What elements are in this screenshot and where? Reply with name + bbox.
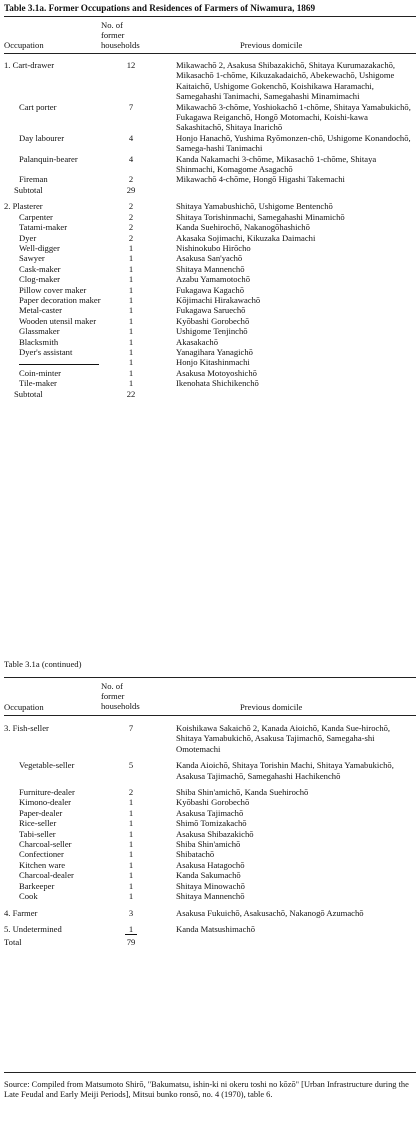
occupation-cell bbox=[4, 285, 112, 295]
continued-label: Table 3.1a (continued) bbox=[4, 659, 82, 669]
table-row bbox=[4, 902, 416, 918]
occupation-table-part-1 bbox=[4, 60, 416, 399]
occupation-cell bbox=[4, 389, 112, 399]
occupation-label: Furniture-dealer bbox=[19, 787, 75, 798]
households-value: 1 bbox=[128, 284, 134, 295]
households-cell bbox=[112, 723, 150, 754]
occupation-label: Paper-dealer bbox=[19, 807, 63, 818]
domicile-cell: Shitaya Yamabushichō, Ushigome Bentenchō bbox=[176, 201, 333, 212]
households-value: 7 bbox=[128, 101, 134, 112]
table-row bbox=[4, 870, 416, 880]
domicile-cell: Kyōbashi Gorobechō bbox=[176, 315, 250, 326]
table-row bbox=[4, 133, 416, 154]
domicile-cell: Koishikawa Sakaichō 2, Kanada Aioichō, Kanda Sue-hirochō, Shitaya Yamabukichō, Asakusa Tajimachō, Samegaha-shi Omotemachi bbox=[176, 723, 391, 754]
domicile-cell: Shitaya Torishinmachi, Samegahashi Minamichō bbox=[176, 211, 345, 222]
occupation-cell bbox=[4, 195, 112, 211]
occupation-label: 4. Farmer bbox=[4, 907, 38, 918]
occupation-label: Metal-caster bbox=[19, 305, 62, 316]
occupation-label: Vegetable-seller bbox=[19, 760, 75, 771]
occupation-table-part-2 bbox=[4, 723, 416, 948]
occupation-cell bbox=[4, 274, 112, 284]
occupation-cell bbox=[4, 60, 112, 102]
table-row bbox=[4, 102, 416, 133]
domicile-cell: Shiba Shin'amichō, Kanda Suehirochō bbox=[176, 787, 309, 798]
table-row bbox=[4, 754, 416, 781]
households-value: 1 bbox=[128, 807, 134, 818]
table-row bbox=[4, 195, 416, 211]
households-cell bbox=[112, 212, 150, 222]
households-cell bbox=[112, 185, 150, 195]
domicile-cell: Mikawachō 4-chōme, Hongō Higashi Takemachi bbox=[176, 174, 345, 185]
households-value: 1 bbox=[128, 274, 134, 285]
households-value: 1 bbox=[128, 367, 134, 378]
households-cell bbox=[112, 316, 150, 326]
table-row bbox=[4, 389, 416, 399]
households-value: 1 bbox=[128, 242, 134, 253]
households-cell bbox=[112, 337, 150, 347]
occupation-label: Day labourer bbox=[19, 132, 65, 143]
occupation-label: Subtotal bbox=[14, 388, 43, 399]
households-value: 1 bbox=[128, 859, 134, 870]
domicile-cell: Shibatachō bbox=[176, 849, 215, 860]
households-cell bbox=[112, 195, 150, 211]
households-value: 1 bbox=[128, 346, 134, 357]
households-value: 1 bbox=[128, 797, 134, 808]
occupation-cell bbox=[4, 133, 112, 154]
households-value: 7 bbox=[128, 723, 134, 733]
households-value: 2 bbox=[128, 211, 134, 222]
occupation-label: Paper decoration maker bbox=[19, 294, 101, 305]
table-row bbox=[4, 860, 416, 870]
households-header-line-3: households bbox=[101, 40, 140, 50]
occupation-label: Tile-maker bbox=[19, 378, 57, 389]
domicile-cell bbox=[150, 185, 416, 195]
households-cell bbox=[112, 264, 150, 274]
households-value: 79 bbox=[126, 937, 136, 948]
households-value: 1 bbox=[128, 315, 134, 326]
households-cell bbox=[112, 918, 150, 935]
occupation-label: Tatami-maker bbox=[19, 222, 68, 233]
households-cell bbox=[112, 174, 150, 184]
domicile-cell: Asakusa Motoyoshichō bbox=[176, 367, 257, 378]
households-cell bbox=[112, 902, 150, 918]
households-cell bbox=[112, 818, 150, 828]
table-row bbox=[4, 243, 416, 253]
domicile-cell: Yanagihara Yanagichō bbox=[176, 346, 253, 357]
households-cell bbox=[112, 839, 150, 849]
domicile-cell: Asakusa Shibazakichō bbox=[176, 828, 254, 839]
domicile-cell: Kanda Nakamachi 3-chōme, Mikasachō 1-chōme, Shitaya Shinmachi, Komagome Asagachō bbox=[176, 153, 377, 175]
domicile-cell: Asakusa Fukuichō, Asakusachō, Nakanogō Azumachō bbox=[176, 907, 364, 918]
occupation-cell bbox=[4, 253, 112, 263]
households-value: 1 bbox=[128, 305, 134, 316]
occupation-cell bbox=[4, 902, 112, 918]
table-row bbox=[4, 316, 416, 326]
domicile-cell: Kanda Suehirochō, Nakanogōhashichō bbox=[176, 222, 310, 233]
occupation-label: Coin-minter bbox=[19, 367, 62, 378]
households-value: 29 bbox=[126, 184, 136, 195]
table-row bbox=[4, 839, 416, 849]
table-row bbox=[4, 295, 416, 305]
table-row bbox=[4, 222, 416, 232]
occupation-cell bbox=[4, 347, 112, 357]
households-value: 5 bbox=[128, 760, 134, 771]
households-header-line-2: former bbox=[101, 30, 125, 40]
households-cell bbox=[112, 357, 150, 367]
source-note: Source: Compiled from Matsumoto Shirō, "Bakumatsu, ishin-ki ni okeru toshi no kōzō" [Urban Infrastructure during the Late Feudal and Early Meiji Periods], Mitsui bunko ronsō, no. 4 (1970), table 6. bbox=[4, 1080, 409, 1100]
table-row bbox=[4, 337, 416, 347]
blank-occupation-line bbox=[19, 364, 99, 365]
households-cell bbox=[112, 347, 150, 357]
domicile-cell: Shiba Shin'amichō bbox=[176, 839, 241, 850]
households-value: 1 bbox=[128, 336, 134, 347]
households-cell bbox=[112, 378, 150, 388]
households-value: 1 bbox=[128, 891, 134, 902]
occupation-cell bbox=[4, 357, 112, 367]
domicile-cell: Kanda Sakumachō bbox=[176, 870, 241, 881]
occupation-cell bbox=[4, 818, 112, 828]
table-row bbox=[4, 185, 416, 195]
occupation-label: Blacksmith bbox=[19, 336, 59, 347]
occupation-cell bbox=[4, 754, 112, 781]
households-value: 4 bbox=[128, 153, 134, 164]
households-header-2 bbox=[101, 681, 140, 711]
households-header-1 bbox=[101, 20, 140, 50]
table-row bbox=[4, 935, 416, 947]
domicile-cell: Asakusa Tajimachō bbox=[176, 807, 244, 818]
occupation-label: Kimono-dealer bbox=[19, 797, 72, 808]
table-row bbox=[4, 274, 416, 284]
domicile-cell bbox=[150, 935, 416, 947]
occupation-cell bbox=[4, 233, 112, 243]
households-cell bbox=[112, 243, 150, 253]
occupation-cell bbox=[4, 154, 112, 175]
domicile-cell: Kanda Matsushimachō bbox=[176, 923, 255, 934]
domicile-cell: Asakusa Hatagochō bbox=[176, 859, 245, 870]
households-value: 12 bbox=[126, 60, 136, 70]
households-cell bbox=[112, 222, 150, 232]
domicile-cell: Shitaya Mannenchō bbox=[176, 891, 245, 902]
domicile-cell: Honjo Hanachō, Yushima Ryōmonzen-chō, Ushigome Konandochō, Samega-hashi Tanimachi bbox=[176, 132, 411, 154]
domicile-cell: Akasaka Sojimachi, Kikuzaka Daimachi bbox=[176, 232, 316, 243]
households-value: 1 bbox=[128, 839, 134, 850]
occupation-cell bbox=[4, 102, 112, 133]
households-cell bbox=[112, 285, 150, 295]
households-header-line-1: No. of bbox=[101, 20, 123, 30]
bottom-rule bbox=[4, 1072, 416, 1073]
occupation-cell bbox=[4, 326, 112, 336]
occupation-cell bbox=[4, 860, 112, 870]
households-cell bbox=[112, 808, 150, 818]
header-rule-2 bbox=[4, 715, 416, 716]
occupation-label: Glassmaker bbox=[19, 326, 60, 337]
domicile-cell: Fukagawa Saruechō bbox=[176, 305, 246, 316]
occupation-cell bbox=[4, 918, 112, 935]
domicile-cell: Mikawachō 2, Asakusa Shibazakichō, Shitaya Kurumazakachō, Mikasachō 1-chōme, Kikuzakadaichō, Abekewachō, Ushigome Kaitaichō, Ushigome Gokenchō, Koishikawa Haramachi, Samegahashi Tanimachi, Samegahashi Minamimachi bbox=[176, 60, 396, 102]
households-cell bbox=[112, 881, 150, 891]
occupation-cell bbox=[4, 797, 112, 807]
occupation-label: Rice-seller bbox=[19, 818, 57, 829]
occupation-cell bbox=[4, 849, 112, 859]
occupation-cell bbox=[4, 935, 112, 947]
households-value: 1 bbox=[125, 924, 137, 935]
households-cell bbox=[112, 305, 150, 315]
occupation-label: Barkeeper bbox=[19, 880, 55, 891]
table-row bbox=[4, 233, 416, 243]
households-value: 3 bbox=[128, 907, 134, 918]
domicile-header-1: Previous domicile bbox=[240, 40, 303, 50]
domicile-header-2: Previous domicile bbox=[240, 702, 303, 712]
occupation-label bbox=[4, 357, 112, 367]
table-row bbox=[4, 253, 416, 263]
domicile-cell bbox=[150, 389, 416, 399]
table-row bbox=[4, 797, 416, 807]
occupation-label: Kitchen ware bbox=[19, 859, 66, 870]
households-cell bbox=[112, 754, 150, 781]
occupation-label: Charcoal-seller bbox=[19, 839, 72, 850]
domicile-cell: Nishinokubo Hirōcho bbox=[176, 242, 251, 253]
occupation-label: 5. Undetermined bbox=[4, 923, 62, 934]
households-value: 1 bbox=[128, 357, 134, 368]
households-value: 1 bbox=[128, 818, 134, 829]
occupation-label: Total bbox=[4, 937, 22, 948]
table-row bbox=[4, 881, 416, 891]
households-cell bbox=[112, 233, 150, 243]
occupation-label: 3. Fish-seller bbox=[4, 723, 49, 733]
occupation-cell bbox=[4, 808, 112, 818]
occupation-cell bbox=[4, 368, 112, 378]
table-row bbox=[4, 357, 416, 367]
households-value: 1 bbox=[128, 263, 134, 274]
households-value: 1 bbox=[128, 378, 134, 389]
table-row bbox=[4, 174, 416, 184]
households-value: 1 bbox=[128, 870, 134, 881]
households-cell bbox=[112, 154, 150, 175]
households-value: 1 bbox=[128, 828, 134, 839]
occupation-cell bbox=[4, 316, 112, 326]
occupation-label: Dyer bbox=[19, 232, 37, 243]
occupation-label: Charcoal-dealer bbox=[19, 870, 74, 881]
occupation-cell bbox=[4, 305, 112, 315]
table-row bbox=[4, 285, 416, 295]
table-row bbox=[4, 918, 416, 935]
occupation-cell bbox=[4, 781, 112, 797]
table-row bbox=[4, 378, 416, 388]
households-value: 1 bbox=[128, 294, 134, 305]
households-cell bbox=[112, 326, 150, 336]
occupation-cell bbox=[4, 337, 112, 347]
occupation-label: 1. Cart-drawer bbox=[4, 60, 55, 70]
households-cell bbox=[112, 891, 150, 901]
households-header-line-1: No. of bbox=[101, 681, 123, 691]
households-cell bbox=[112, 102, 150, 133]
table-row bbox=[4, 60, 416, 102]
table-row bbox=[4, 326, 416, 336]
households-value: 2 bbox=[128, 174, 134, 185]
occupation-cell bbox=[4, 243, 112, 253]
occupation-cell bbox=[4, 870, 112, 880]
occupation-cell bbox=[4, 891, 112, 901]
occupation-cell bbox=[4, 829, 112, 839]
households-value: 1 bbox=[128, 849, 134, 860]
households-value: 22 bbox=[126, 388, 136, 399]
table-row bbox=[4, 264, 416, 274]
top-rule-2 bbox=[4, 677, 416, 678]
occupation-label: Well-digger bbox=[19, 242, 60, 253]
table-row bbox=[4, 849, 416, 859]
occupation-label: Tabi-seller bbox=[19, 828, 56, 839]
occupation-label: Subtotal bbox=[14, 184, 43, 195]
households-cell bbox=[112, 797, 150, 807]
occupation-label: 2. Plasterer bbox=[4, 201, 43, 212]
occupation-cell bbox=[4, 174, 112, 184]
domicile-cell: Honjo Kitashinmachi bbox=[176, 357, 250, 368]
occupation-cell bbox=[4, 881, 112, 891]
occupation-label: Clog-maker bbox=[19, 274, 61, 285]
domicile-cell: Asakusa San'yachō bbox=[176, 253, 243, 264]
occupation-label: Wooden utensil maker bbox=[19, 315, 97, 326]
table-row bbox=[4, 781, 416, 797]
table-row bbox=[4, 347, 416, 357]
households-value: 1 bbox=[128, 326, 134, 337]
households-cell bbox=[112, 133, 150, 154]
table-row bbox=[4, 154, 416, 175]
domicile-cell: Kanda Aioichō, Shitaya Torishin Machi, Shitaya Yamabukichō, Asakusa Tajimachō, Samegahashi Hachikenchō bbox=[176, 760, 394, 781]
households-header-line-2: former bbox=[101, 691, 125, 701]
occupation-label: Fireman bbox=[19, 174, 48, 185]
households-cell bbox=[112, 295, 150, 305]
occupation-cell bbox=[4, 185, 112, 195]
households-cell bbox=[112, 849, 150, 859]
occupation-label: Cask-maker bbox=[19, 263, 61, 274]
table-row bbox=[4, 891, 416, 901]
households-header-line-3: households bbox=[101, 701, 140, 711]
households-cell bbox=[112, 60, 150, 102]
occupation-label: Confectioner bbox=[19, 849, 64, 860]
occupation-label: Sawyer bbox=[19, 253, 45, 264]
occupation-header-1: Occupation bbox=[4, 40, 44, 50]
domicile-cell: Shimō Tomizakachō bbox=[176, 818, 247, 829]
occupation-label: Dyer's assistant bbox=[19, 346, 73, 357]
households-cell bbox=[112, 368, 150, 378]
table-row bbox=[4, 818, 416, 828]
occupation-cell bbox=[4, 295, 112, 305]
households-value: 2 bbox=[128, 222, 134, 233]
table-row bbox=[4, 829, 416, 839]
domicile-cell: Kōjimachi Hirakawachō bbox=[176, 294, 261, 305]
households-value: 2 bbox=[128, 232, 134, 243]
domicile-cell: Azabu Yamamotochō bbox=[176, 274, 250, 285]
occupation-cell bbox=[4, 723, 112, 754]
occupation-cell bbox=[4, 839, 112, 849]
households-cell bbox=[112, 860, 150, 870]
domicile-cell: Mikawachō 3-chōme, Yoshiokachō 1-chōme, Shitaya Yamabukichō, Fukagawa Reiganchō, Hongō Motomachi, Koishi-kawa Sakashitachō, Shitaya Inarichō bbox=[176, 101, 411, 133]
households-value: 1 bbox=[128, 253, 134, 264]
occupation-header-2: Occupation bbox=[4, 702, 44, 712]
domicile-cell: Akasakachō bbox=[176, 336, 218, 347]
occupation-label: Pillow cover maker bbox=[19, 284, 87, 295]
households-value: 1 bbox=[128, 880, 134, 891]
domicile-cell: Shitaya Minowachō bbox=[176, 880, 245, 891]
occupation-cell bbox=[4, 264, 112, 274]
occupation-label: Cart porter bbox=[19, 101, 57, 112]
households-value: 2 bbox=[128, 787, 134, 798]
occupation-label: Palanquin-bearer bbox=[19, 153, 78, 164]
table-row bbox=[4, 723, 416, 754]
occupation-label: Carpenter bbox=[19, 211, 53, 222]
households-cell bbox=[112, 253, 150, 263]
domicile-cell: Shitaya Mannenchō bbox=[176, 263, 245, 274]
households-cell bbox=[112, 274, 150, 284]
occupation-cell bbox=[4, 222, 112, 232]
top-rule bbox=[4, 16, 416, 17]
households-cell bbox=[112, 389, 150, 399]
table-row bbox=[4, 212, 416, 222]
households-value: 2 bbox=[128, 201, 134, 212]
domicile-cell: Ushigome Tenjinchō bbox=[176, 326, 248, 337]
domicile-cell: Fukagawa Kagachō bbox=[176, 284, 245, 295]
occupation-cell bbox=[4, 378, 112, 388]
table-row bbox=[4, 368, 416, 378]
domicile-cell: Kyōbashi Gorobechō bbox=[176, 797, 250, 808]
occupation-label: Cook bbox=[19, 891, 38, 902]
occupation-cell bbox=[4, 212, 112, 222]
table-title: Table 3.1a. Former Occupations and Residences of Farmers of Niwamura, 1869 bbox=[4, 3, 316, 13]
households-cell bbox=[112, 870, 150, 880]
header-rule-1 bbox=[4, 53, 416, 54]
households-cell bbox=[112, 829, 150, 839]
households-cell bbox=[112, 781, 150, 797]
domicile-cell: Ikenohata Shichikenchō bbox=[176, 378, 259, 389]
table-row bbox=[4, 305, 416, 315]
table-row bbox=[4, 808, 416, 818]
households-cell bbox=[112, 935, 150, 947]
households-value: 4 bbox=[128, 132, 134, 143]
